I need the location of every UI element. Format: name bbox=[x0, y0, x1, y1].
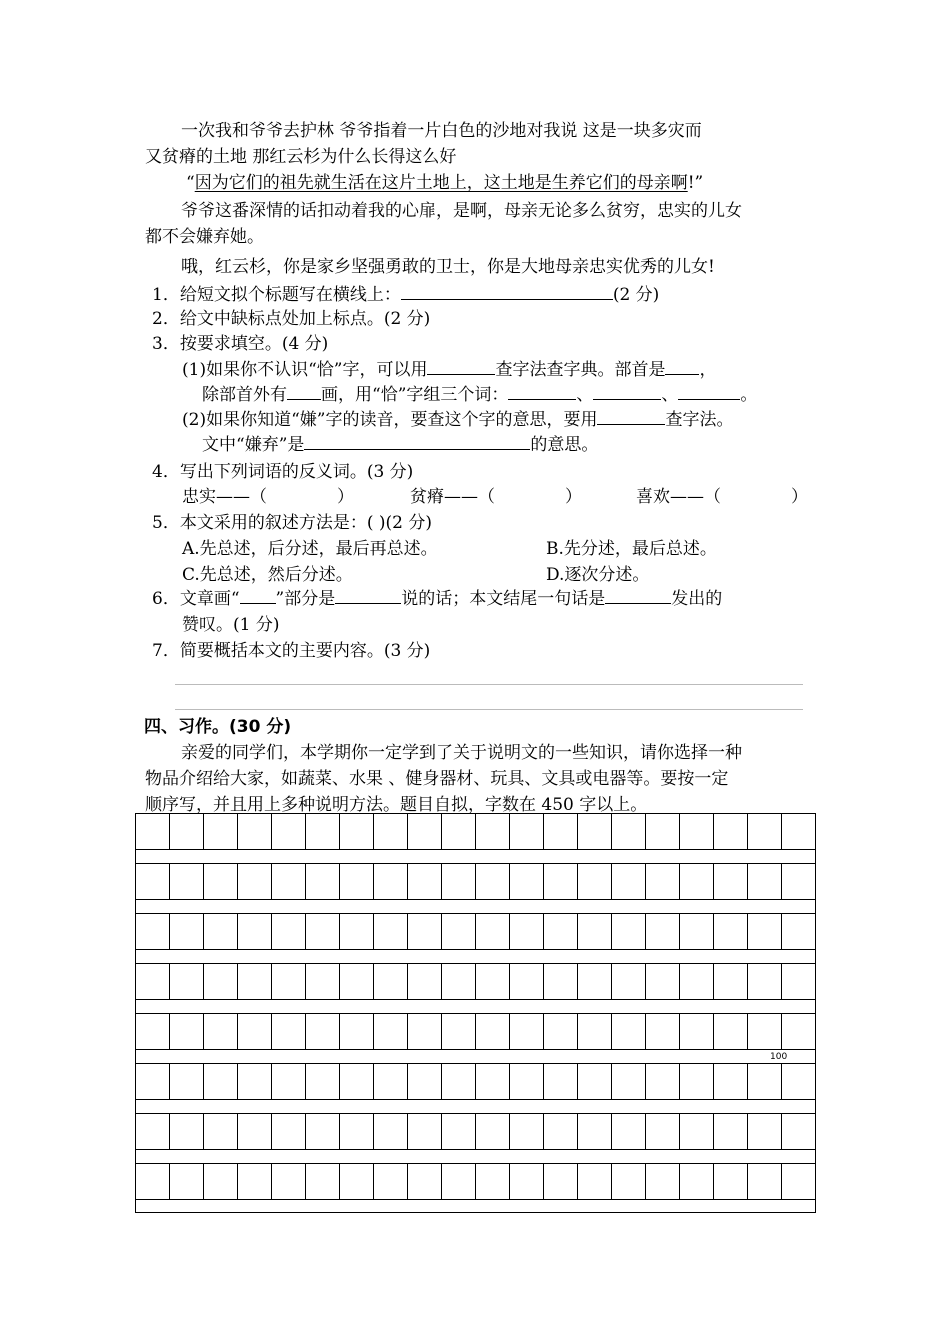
grid-cell[interactable] bbox=[476, 1114, 510, 1149]
grid-row-gap bbox=[136, 950, 815, 964]
passage-line: 又贫瘠的土地 那红云杉为什么长得这么好 bbox=[145, 147, 457, 167]
grid-cell[interactable] bbox=[204, 1164, 238, 1199]
grid-cell[interactable] bbox=[714, 964, 748, 999]
grid-cell[interactable] bbox=[476, 1064, 510, 1099]
grid-cell[interactable] bbox=[748, 1064, 782, 1099]
answer-line[interactable] bbox=[175, 684, 803, 685]
grid-row[interactable] bbox=[136, 964, 815, 1000]
passage-line: 爷爷这番深情的话扣动着我的心扉，是啊，母亲无论多么贫穷，忠实的儿女 bbox=[181, 201, 742, 221]
grid-cell[interactable] bbox=[782, 964, 815, 999]
grid-cell[interactable] bbox=[306, 1114, 340, 1149]
grid-cell[interactable] bbox=[306, 864, 340, 899]
grid-cell[interactable] bbox=[544, 914, 578, 949]
grid-cell[interactable] bbox=[442, 864, 476, 899]
separator: 、 bbox=[576, 385, 594, 405]
option-d: D.逐次分述。 bbox=[546, 565, 650, 585]
grid-cell[interactable] bbox=[442, 1164, 476, 1199]
grid-cell[interactable] bbox=[136, 1014, 170, 1049]
grid-cell[interactable] bbox=[408, 914, 442, 949]
grid-row-gap bbox=[136, 1150, 815, 1164]
grid-cell[interactable] bbox=[204, 864, 238, 899]
composition-grid[interactable] bbox=[135, 813, 816, 1213]
question-text: 文中“嫌弃”是 bbox=[202, 435, 305, 455]
question-4: 4．写出下列词语的反义词。(3 分) bbox=[152, 462, 414, 482]
grid-cell[interactable] bbox=[374, 814, 408, 849]
grid-cell[interactable] bbox=[408, 814, 442, 849]
grid-cell[interactable] bbox=[136, 964, 170, 999]
grid-cell[interactable] bbox=[578, 1014, 612, 1049]
grid-cell[interactable] bbox=[578, 1164, 612, 1199]
grid-row[interactable] bbox=[136, 1064, 815, 1100]
grid-cell[interactable] bbox=[306, 1164, 340, 1199]
grid-cell[interactable] bbox=[748, 1114, 782, 1149]
question-text: 查字法查字典。部首是 bbox=[495, 360, 666, 380]
separator: 。 bbox=[740, 385, 758, 405]
antonym-word: 忠实——（ bbox=[182, 487, 267, 507]
question-text: 查字法。 bbox=[665, 410, 734, 430]
option-c: C.先总述，然后分述。 bbox=[182, 565, 353, 585]
grid-cell[interactable] bbox=[510, 814, 544, 849]
underlined-quote: 因为它们的祖先就生活在这片土地上，这土地是生养它们的母亲啊 bbox=[194, 173, 688, 193]
grid-cell[interactable] bbox=[782, 1114, 815, 1149]
grid-cell[interactable] bbox=[408, 1014, 442, 1049]
grid-cell[interactable] bbox=[680, 1064, 714, 1099]
grid-cell[interactable] bbox=[374, 1014, 408, 1049]
grid-cell[interactable] bbox=[442, 1014, 476, 1049]
grid-cell[interactable] bbox=[646, 1114, 680, 1149]
grid-cell[interactable] bbox=[408, 964, 442, 999]
grid-cell[interactable] bbox=[510, 964, 544, 999]
grid-cell[interactable] bbox=[680, 814, 714, 849]
grid-cell[interactable] bbox=[782, 814, 815, 849]
grid-cell[interactable] bbox=[714, 814, 748, 849]
grid-cell[interactable] bbox=[680, 864, 714, 899]
grid-cell[interactable] bbox=[340, 1064, 374, 1099]
grid-cell[interactable] bbox=[136, 814, 170, 849]
separator: 、 bbox=[661, 385, 679, 405]
question-1 bbox=[152, 282, 659, 308]
grid-cell[interactable] bbox=[544, 1114, 578, 1149]
grid-cell[interactable] bbox=[238, 1064, 272, 1099]
grid-cell[interactable] bbox=[272, 1014, 306, 1049]
passage-line: 哦，红云杉，你是家乡坚强勇敢的卫士，你是大地母亲忠实优秀的儿女! bbox=[181, 257, 715, 277]
grid-cell[interactable] bbox=[612, 1164, 646, 1199]
grid-row-gap bbox=[136, 1050, 815, 1064]
grid-cell[interactable] bbox=[204, 964, 238, 999]
grid-cell[interactable] bbox=[714, 864, 748, 899]
grid-cell[interactable] bbox=[408, 1114, 442, 1149]
writing-prompt-line: 亲爱的同学们，本学期你一定学到了关于说明文的一些知识，请你选择一种 bbox=[181, 743, 742, 763]
grid-cell[interactable] bbox=[714, 1064, 748, 1099]
grid-cell[interactable] bbox=[646, 964, 680, 999]
question-3-1 bbox=[182, 357, 716, 383]
grid-cell[interactable] bbox=[204, 1114, 238, 1149]
grid-cell[interactable] bbox=[510, 914, 544, 949]
grid-cell[interactable] bbox=[442, 814, 476, 849]
grid-cell[interactable] bbox=[374, 964, 408, 999]
grid-row[interactable] bbox=[136, 1014, 815, 1050]
question-text: 除部首外有 bbox=[202, 385, 287, 405]
answer-blank[interactable] bbox=[287, 382, 321, 400]
question-text: 画，用“恰”字组三个词： bbox=[321, 385, 509, 405]
question-3-2-cont bbox=[202, 432, 598, 458]
grid-cell[interactable] bbox=[612, 864, 646, 899]
grid-cell[interactable] bbox=[748, 914, 782, 949]
grid-cell[interactable] bbox=[170, 864, 204, 899]
answer-line[interactable] bbox=[175, 709, 803, 710]
grid-cell[interactable] bbox=[748, 1014, 782, 1049]
grid-cell[interactable] bbox=[238, 1014, 272, 1049]
question-3: 3．按要求填空。(4 分) bbox=[152, 334, 329, 354]
question-text: 1．给短文拟个标题写在横线上： bbox=[152, 285, 401, 305]
grid-cell[interactable] bbox=[340, 814, 374, 849]
answer-blank[interactable] bbox=[665, 357, 699, 375]
question-text: ”部分是 bbox=[275, 589, 336, 609]
grid-cell[interactable] bbox=[510, 1014, 544, 1049]
grid-row-gap bbox=[136, 1200, 815, 1212]
grid-cell[interactable] bbox=[306, 964, 340, 999]
answer-blank[interactable] bbox=[605, 586, 671, 604]
option-a: A.先总述，后分述，最后再总述。 bbox=[182, 539, 438, 559]
grid-cell[interactable] bbox=[612, 814, 646, 849]
word-count-marker: 100 bbox=[770, 1052, 788, 1062]
grid-cell[interactable] bbox=[170, 1064, 204, 1099]
answer-blank[interactable] bbox=[240, 586, 276, 604]
grid-cell[interactable] bbox=[340, 864, 374, 899]
grid-cell[interactable] bbox=[646, 1064, 680, 1099]
grid-cell[interactable] bbox=[612, 1064, 646, 1099]
grid-cell[interactable] bbox=[714, 914, 748, 949]
grid-cell[interactable] bbox=[136, 864, 170, 899]
grid-cell[interactable] bbox=[272, 914, 306, 949]
grid-cell[interactable] bbox=[340, 1114, 374, 1149]
grid-cell[interactable] bbox=[238, 914, 272, 949]
grid-cell[interactable] bbox=[544, 1014, 578, 1049]
grid-cell[interactable] bbox=[476, 914, 510, 949]
grid-cell[interactable] bbox=[204, 914, 238, 949]
question-text: (1)如果你不认识“恰”字，可以用 bbox=[182, 360, 428, 380]
quote-mark: !” bbox=[687, 173, 704, 193]
grid-cell[interactable] bbox=[272, 1114, 306, 1149]
grid-cell[interactable] bbox=[306, 1064, 340, 1099]
grid-cell[interactable] bbox=[238, 1114, 272, 1149]
grid-cell[interactable] bbox=[510, 1164, 544, 1199]
question-text: 说的话；本文结尾一句话是 bbox=[401, 589, 606, 609]
grid-cell[interactable] bbox=[408, 1064, 442, 1099]
grid-cell[interactable] bbox=[272, 1164, 306, 1199]
grid-cell[interactable] bbox=[680, 964, 714, 999]
grid-cell[interactable] bbox=[170, 814, 204, 849]
grid-cell[interactable] bbox=[612, 1114, 646, 1149]
answer-blank[interactable] bbox=[335, 586, 401, 604]
question-2: 2．给文中缺标点处加上标点。(2 分) bbox=[152, 309, 431, 329]
grid-cell[interactable] bbox=[646, 1164, 680, 1199]
grid-cell[interactable] bbox=[544, 814, 578, 849]
grid-cell[interactable] bbox=[340, 1164, 374, 1199]
grid-cell[interactable] bbox=[714, 1164, 748, 1199]
grid-cell[interactable] bbox=[170, 1114, 204, 1149]
grid-cell[interactable] bbox=[272, 964, 306, 999]
grid-cell[interactable] bbox=[578, 864, 612, 899]
question-text: 6．文章画“ bbox=[152, 589, 240, 609]
grid-cell[interactable] bbox=[612, 964, 646, 999]
grid-cell[interactable] bbox=[136, 1064, 170, 1099]
grid-cell[interactable] bbox=[782, 1014, 815, 1049]
grid-row-gap bbox=[136, 1100, 815, 1114]
grid-cell[interactable] bbox=[510, 1114, 544, 1149]
grid-cell[interactable] bbox=[238, 864, 272, 899]
answer-blank[interactable] bbox=[597, 407, 665, 425]
answer-blank[interactable] bbox=[427, 357, 495, 375]
grid-row[interactable] bbox=[136, 1164, 815, 1200]
grid-cell[interactable] bbox=[306, 814, 340, 849]
grid-cell[interactable] bbox=[408, 1164, 442, 1199]
grid-cell[interactable] bbox=[340, 1014, 374, 1049]
grid-cell[interactable] bbox=[714, 1014, 748, 1049]
grid-row-gap bbox=[136, 900, 815, 914]
section-heading: 四、习作。(30 分) bbox=[144, 717, 292, 737]
question-3-2 bbox=[182, 407, 733, 433]
quote-mark: “ bbox=[186, 173, 195, 193]
question-3-1-cont bbox=[202, 382, 757, 408]
grid-cell[interactable] bbox=[646, 864, 680, 899]
grid-cell[interactable] bbox=[646, 814, 680, 849]
grid-cell[interactable] bbox=[680, 1014, 714, 1049]
grid-cell[interactable] bbox=[340, 964, 374, 999]
grid-cell[interactable] bbox=[238, 814, 272, 849]
answer-blank[interactable] bbox=[508, 382, 576, 400]
grid-cell[interactable] bbox=[748, 814, 782, 849]
grid-cell[interactable] bbox=[340, 914, 374, 949]
writing-prompt-line: 物品介绍给大家，如蔬菜、水果 、健身器材、玩具、文具或电器等。要按一定 bbox=[145, 769, 729, 789]
grid-cell[interactable] bbox=[170, 1164, 204, 1199]
grid-row-gap bbox=[136, 1000, 815, 1014]
question-text: 发出的 bbox=[671, 589, 723, 609]
grid-cell[interactable] bbox=[578, 964, 612, 999]
grid-cell[interactable] bbox=[680, 1114, 714, 1149]
grid-cell[interactable] bbox=[442, 1114, 476, 1149]
question-text: ， bbox=[699, 360, 717, 380]
grid-cell[interactable] bbox=[204, 1064, 238, 1099]
grid-cell[interactable] bbox=[680, 1164, 714, 1199]
grid-cell[interactable] bbox=[306, 1014, 340, 1049]
grid-cell[interactable] bbox=[476, 964, 510, 999]
grid-cell[interactable] bbox=[782, 864, 815, 899]
grid-cell[interactable] bbox=[238, 1164, 272, 1199]
passage-line: 都不会嫌弃她。 bbox=[145, 227, 264, 247]
grid-cell[interactable] bbox=[170, 914, 204, 949]
grid-cell[interactable] bbox=[578, 1114, 612, 1149]
grid-row-gap bbox=[136, 850, 815, 864]
grid-cell[interactable] bbox=[170, 1014, 204, 1049]
grid-cell[interactable] bbox=[272, 1064, 306, 1099]
grid-cell[interactable] bbox=[136, 1114, 170, 1149]
bracket: ） bbox=[565, 487, 582, 507]
bracket: ） bbox=[337, 487, 354, 507]
grid-cell[interactable] bbox=[476, 1164, 510, 1199]
grid-cell[interactable] bbox=[374, 1164, 408, 1199]
grid-cell[interactable] bbox=[782, 1164, 815, 1199]
grid-cell[interactable] bbox=[748, 964, 782, 999]
grid-cell[interactable] bbox=[714, 1114, 748, 1149]
grid-cell[interactable] bbox=[646, 1014, 680, 1049]
grid-cell[interactable] bbox=[510, 1064, 544, 1099]
grid-cell[interactable] bbox=[578, 1064, 612, 1099]
grid-row[interactable] bbox=[136, 864, 815, 900]
antonym-word: 贫瘠——（ bbox=[410, 487, 495, 507]
grid-cell[interactable] bbox=[442, 914, 476, 949]
grid-cell[interactable] bbox=[476, 1014, 510, 1049]
question-text: 的意思。 bbox=[530, 435, 599, 455]
grid-cell[interactable] bbox=[612, 1014, 646, 1049]
bracket: ） bbox=[791, 487, 808, 507]
antonym-1 bbox=[182, 484, 354, 510]
grid-cell[interactable] bbox=[374, 1114, 408, 1149]
grid-cell[interactable] bbox=[544, 964, 578, 999]
grid-cell[interactable] bbox=[782, 914, 815, 949]
grid-cell[interactable] bbox=[238, 964, 272, 999]
grid-cell[interactable] bbox=[204, 814, 238, 849]
grid-cell[interactable] bbox=[204, 1014, 238, 1049]
grid-cell[interactable] bbox=[476, 864, 510, 899]
grid-cell[interactable] bbox=[680, 914, 714, 949]
grid-cell[interactable] bbox=[646, 914, 680, 949]
answer-blank[interactable] bbox=[593, 382, 661, 400]
grid-cell[interactable] bbox=[306, 914, 340, 949]
grid-cell[interactable] bbox=[136, 914, 170, 949]
passage-quote bbox=[186, 170, 703, 196]
grid-cell[interactable] bbox=[442, 1064, 476, 1099]
antonym-3 bbox=[636, 484, 808, 510]
title-answer-blank[interactable] bbox=[401, 282, 613, 300]
option-b: B.先分述，最后总述。 bbox=[546, 539, 717, 559]
antonym-word: 喜欢——（ bbox=[636, 487, 721, 507]
question-text: (2)如果你知道“嫌”字的读音，要查这个字的意思，要用 bbox=[182, 410, 598, 430]
grid-cell[interactable] bbox=[408, 864, 442, 899]
grid-cell[interactable] bbox=[748, 864, 782, 899]
question-7: 7．简要概括本文的主要内容。(3 分) bbox=[152, 641, 431, 661]
answer-blank[interactable] bbox=[304, 432, 530, 450]
grid-cell[interactable] bbox=[374, 1064, 408, 1099]
question-6 bbox=[152, 586, 722, 612]
question-score: (2 分) bbox=[612, 285, 660, 305]
grid-cell[interactable] bbox=[748, 1164, 782, 1199]
grid-cell[interactable] bbox=[544, 864, 578, 899]
grid-row[interactable] bbox=[136, 814, 815, 850]
grid-cell[interactable] bbox=[578, 814, 612, 849]
grid-cell[interactable] bbox=[170, 964, 204, 999]
grid-row[interactable] bbox=[136, 914, 815, 950]
grid-cell[interactable] bbox=[510, 864, 544, 899]
grid-cell[interactable] bbox=[374, 864, 408, 899]
grid-cell[interactable] bbox=[544, 1064, 578, 1099]
grid-cell[interactable] bbox=[374, 914, 408, 949]
antonym-2 bbox=[410, 484, 582, 510]
grid-cell[interactable] bbox=[578, 914, 612, 949]
grid-cell[interactable] bbox=[782, 1064, 815, 1099]
grid-row[interactable] bbox=[136, 1114, 815, 1150]
grid-cell[interactable] bbox=[612, 914, 646, 949]
grid-cell[interactable] bbox=[272, 814, 306, 849]
grid-cell[interactable] bbox=[442, 964, 476, 999]
question-6-cont: 赞叹。(1 分) bbox=[182, 615, 280, 635]
grid-cell[interactable] bbox=[272, 864, 306, 899]
grid-cell[interactable] bbox=[476, 814, 510, 849]
grid-cell[interactable] bbox=[136, 1164, 170, 1199]
passage-line: 一次我和爷爷去护林 爷爷指着一片白色的沙地对我说 这是一块多灾而 bbox=[181, 121, 702, 141]
writing-prompt-line: 顺序写，并且用上多种说明方法。题目自拟，字数在 450 字以上。 bbox=[145, 795, 648, 815]
question-5: 5．本文采用的叙述方法是：( )(2 分) bbox=[152, 513, 432, 533]
grid-cell[interactable] bbox=[544, 1164, 578, 1199]
answer-blank[interactable] bbox=[678, 382, 740, 400]
